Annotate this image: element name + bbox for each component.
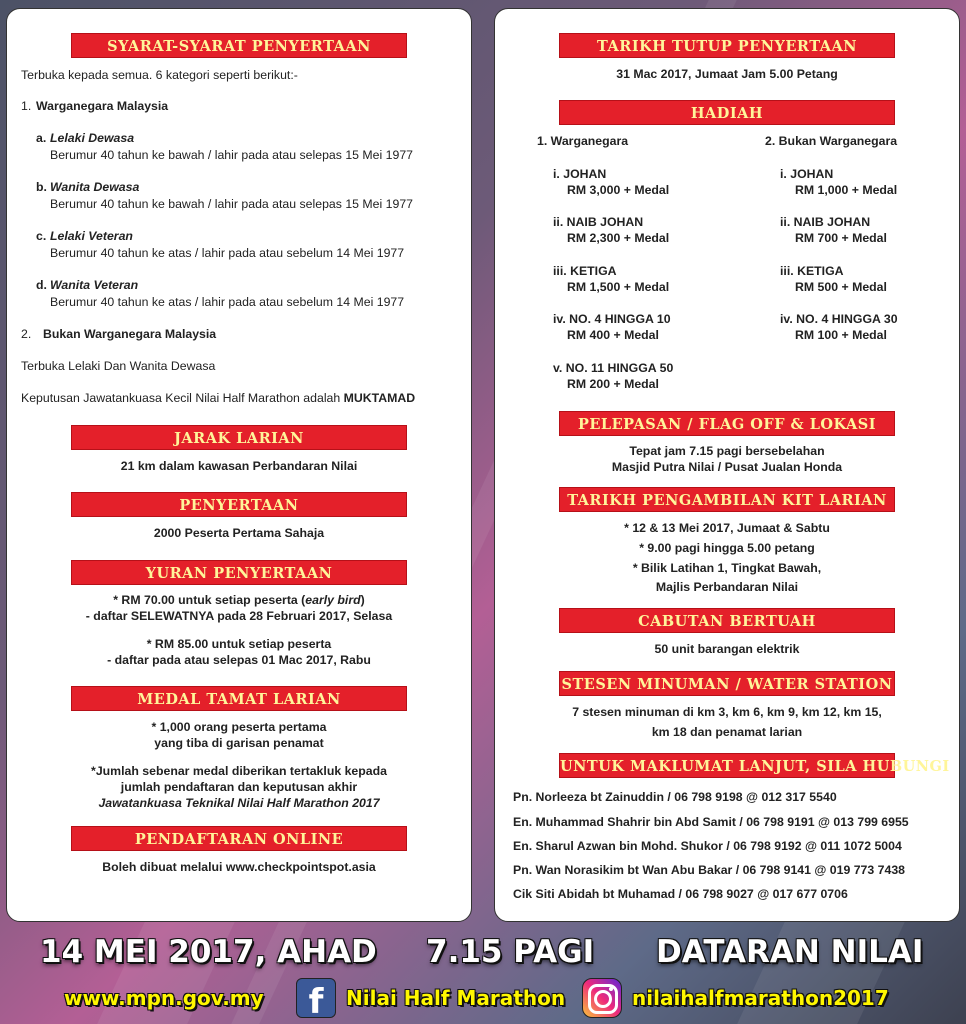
hadiah-col2-prize-3: RM 500 + Medal xyxy=(795,280,887,294)
medal-line4: jumlah pendaftaran dan keputusan akhir xyxy=(120,780,358,794)
cat-d-desc: Berumur 40 tahun ke atas / lahir pada atau sebelum 14 Mei 1977 xyxy=(50,295,405,309)
syarat-intro: Terbuka kepada semua. 6 kategori seperti berikut:- xyxy=(21,68,298,82)
left-panel xyxy=(6,8,472,922)
footer-venue: DATARAN NILAI xyxy=(656,934,924,970)
hadiah-col1-prize-3: RM 1,500 + Medal xyxy=(567,280,670,294)
cat-b-desc: Berumur 40 tahun ke bawah / lahir pada atau selepas 15 Mei 1977 xyxy=(50,197,413,211)
kit-line3: * Bilik Latihan 1, Tingkat Bawah, xyxy=(632,561,822,575)
hadiah-col1-prize-2: RM 2,300 + Medal xyxy=(567,231,670,245)
kit-line4: Majlis Perbandaran Nilai xyxy=(655,580,799,594)
contact-3: En. Sharul Azwan bin Mohd. Shukor / 06 798 9192 @ 011 1072 5004 xyxy=(513,839,902,853)
contact-4: Pn. Wan Norasikim bt Wan Abu Bakar / 06 798 9141 @ 019 773 7438 xyxy=(513,863,906,877)
hadiah-col1-prize-1: RM 3,000 + Medal xyxy=(567,183,670,197)
pelepasan-line2: Masjid Putra Nilai / Pusat Jualan Honda xyxy=(611,460,843,474)
footer-facebook[interactable]: Nilai Half Marathon xyxy=(346,986,566,1010)
decision-text: Keputusan Jawatankuasa Kecil Nilai Half Marathon adalah MUKTAMAD xyxy=(21,391,416,405)
jarak-text: 21 km dalam kawasan Perbandaran Nilai xyxy=(120,459,358,473)
penyertaan-text: 2000 Peserta Pertama Sahaja xyxy=(153,526,325,540)
hadiah-header: HADIAH xyxy=(559,100,895,125)
cat-c-name: Lelaki Veteran xyxy=(50,229,133,243)
group2-number: 2. xyxy=(21,327,32,341)
cat-c-desc: Berumur 40 tahun ke atas / lahir pada atau sebelum 14 Mei 1977 xyxy=(50,246,405,260)
jarak-header: JARAK LARIAN xyxy=(71,425,407,450)
kit-line1: * 12 & 13 Mei 2017, Jumaat & Sabtu xyxy=(624,521,830,535)
group1-number: 1. xyxy=(21,99,32,113)
tutup-header: TARIKH TUTUP PENYERTAAN xyxy=(559,33,895,58)
hadiah-col1-prize-5: RM 200 + Medal xyxy=(567,377,659,391)
penyertaan-header: PENYERTAAN xyxy=(71,492,407,517)
tutup-text: 31 Mac 2017, Jumaat Jam 5.00 Petang xyxy=(616,67,838,81)
hadiah-col2-prize-2: RM 700 + Medal xyxy=(795,231,887,245)
cat-a-letter: a. xyxy=(36,131,47,145)
yuran-header: YURAN PENYERTAAN xyxy=(71,560,407,585)
contact-5: Cik Siti Abidah bt Muhamad / 06 798 9027 @ 017 677 0706 xyxy=(513,887,848,901)
group2-title: Bukan Warganegara Malaysia xyxy=(43,327,217,341)
hadiah-col2-rank-4: iv. NO. 4 HINGGA 30 xyxy=(780,312,898,326)
hadiah-col1-rank-2: ii. NAIB JOHAN xyxy=(553,215,644,229)
cat-c-letter: c. xyxy=(36,229,47,243)
footer-instagram[interactable]: nilaihalfmarathon2017 xyxy=(632,986,889,1010)
hadiah-col1-rank-4: iv. NO. 4 HINGGA 10 xyxy=(553,312,671,326)
pelepasan-line1: Tepat jam 7.15 pagi bersebelahan xyxy=(629,444,825,458)
medal-line5: Jawatankuasa Teknikal Nilai Half Marathon 2017 xyxy=(98,796,380,810)
stesen-header: STESEN MINUMAN / WATER STATION xyxy=(559,671,895,696)
hadiah-col2-prize-4: RM 100 + Medal xyxy=(795,328,887,342)
medal-header: MEDAL TAMAT LARIAN xyxy=(71,686,407,711)
footer-date: 14 MEI 2017, AHAD xyxy=(40,934,377,970)
yuran-line4: - daftar pada atau selepas 01 Mac 2017, Rabu xyxy=(107,653,371,667)
medal-line2: yang tiba di garisan penamat xyxy=(154,736,324,750)
kit-header: TARIKH PENGAMBILAN KIT LARIAN xyxy=(559,487,895,512)
hadiah-col1-rank-5: v. NO. 11 HINGGA 50 xyxy=(553,361,674,375)
hadiah-col1-rank-3: iii. KETIGA xyxy=(553,264,617,278)
hadiah-col1-prize-4: RM 400 + Medal xyxy=(567,328,659,342)
footer-time: 7.15 PAGI xyxy=(426,934,595,970)
instagram-icon[interactable] xyxy=(582,978,622,1018)
footer-website[interactable]: www.mpn.gov.my xyxy=(64,986,264,1010)
right-panel xyxy=(494,8,960,922)
cat-d-name: Wanita Veteran xyxy=(50,278,139,292)
cat-a-desc: Berumur 40 tahun ke bawah / lahir pada atau selepas 15 Mei 1977 xyxy=(50,148,413,162)
syarat-header: SYARAT-SYARAT PENYERTAAN xyxy=(71,33,407,58)
yuran-line1: * RM 70.00 untuk setiap peserta (early bird) xyxy=(113,593,365,607)
medal-line3: *Jumlah sebenar medal diberikan tertakluk kepada xyxy=(91,764,387,778)
kit-line2: * 9.00 pagi hingga 5.00 petang xyxy=(639,541,815,555)
facebook-icon[interactable]: f xyxy=(296,978,336,1018)
hadiah-col1-title: 1. Warganegara xyxy=(537,134,629,148)
contact-1: Pn. Norleeza bt Zainuddin / 06 798 9198 @ 012 317 5540 xyxy=(513,790,837,804)
yuran-line2: - daftar SELEWATNYA pada 28 Februari 2017, Selasa xyxy=(85,609,393,623)
hadiah-col2-rank-3: iii. KETIGA xyxy=(780,264,844,278)
stesen-line2: km 18 dan penamat larian xyxy=(651,725,803,739)
cat-d-letter: d. xyxy=(36,278,47,292)
hadiah-col2-prize-1: RM 1,000 + Medal xyxy=(795,183,898,197)
pelepasan-header: PELEPASAN / FLAG OFF & LOKASI xyxy=(559,411,895,436)
hadiah-col2-rank-2: ii. NAIB JOHAN xyxy=(780,215,871,229)
decision-bold: MUKTAMAD xyxy=(343,391,416,405)
online-header: PENDAFTARAN ONLINE xyxy=(71,826,407,851)
hadiah-col1-rank-1: i. JOHAN xyxy=(553,167,607,181)
contact-2: En. Muhammad Shahrir bin Abd Samit / 06 798 9191 @ 013 799 6955 xyxy=(513,815,909,829)
cabutan-text: 50 unit barangan elektrik xyxy=(654,642,800,656)
group1-title: Warganegara Malaysia xyxy=(36,99,169,113)
hadiah-col2-title: 2. Bukan Warganegara xyxy=(765,134,898,148)
stesen-line1: 7 stesen minuman di km 3, km 6, km 9, km 12, km 15, xyxy=(572,705,882,719)
hubungi-header: UNTUK MAKLUMAT LANJUT, SILA HUBUNGI xyxy=(559,753,895,778)
open-text: Terbuka Lelaki Dan Wanita Dewasa xyxy=(21,359,216,373)
hadiah-col2-rank-1: i. JOHAN xyxy=(780,167,834,181)
cat-b-letter: b. xyxy=(36,180,47,194)
cat-b-name: Wanita Dewasa xyxy=(50,180,140,194)
cabutan-header: CABUTAN BERTUAH xyxy=(559,608,895,633)
online-text: Boleh dibuat melalui www.checkpointspot.asia xyxy=(102,860,376,874)
yuran-line3: * RM 85.00 untuk setiap peserta xyxy=(146,637,332,651)
cat-a-name: Lelaki Dewasa xyxy=(50,131,135,145)
medal-line1: * 1,000 orang peserta pertama xyxy=(151,720,327,734)
